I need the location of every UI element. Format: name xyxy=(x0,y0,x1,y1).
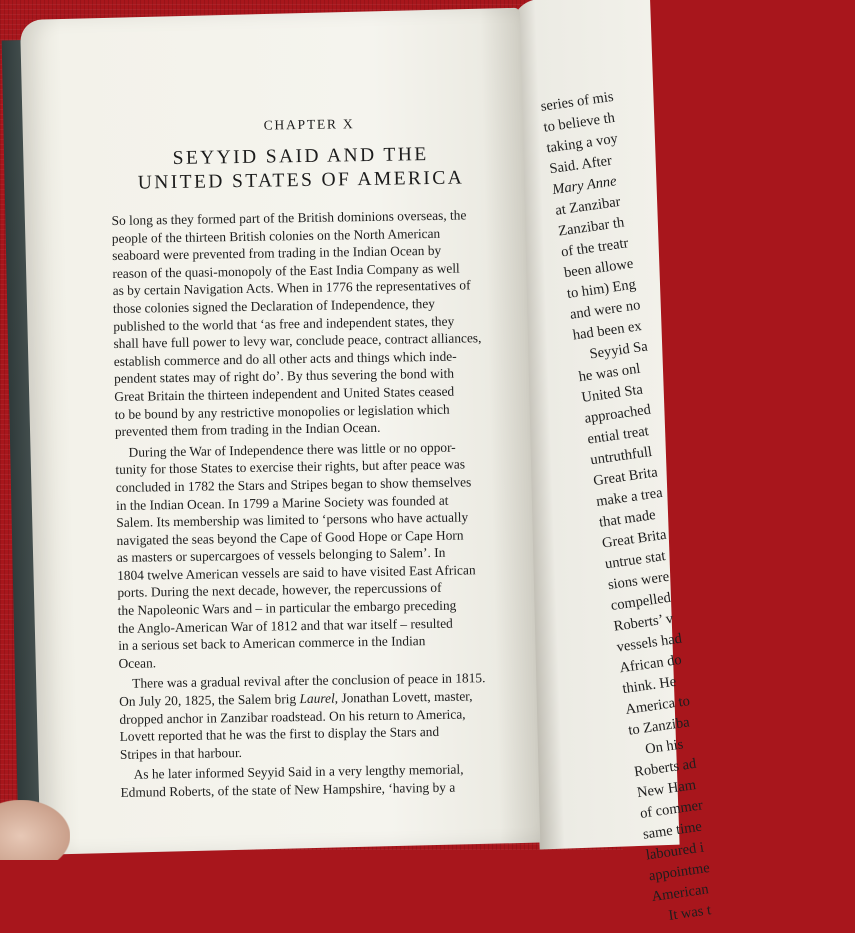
chapter-label: CHAPTER X xyxy=(263,116,355,133)
right-page-line: to Zanziba xyxy=(627,714,691,739)
text-line: There was a gradual revival after the conclusion of peace in 1815. xyxy=(118,670,486,692)
right-page-line: untrue stat xyxy=(603,548,667,573)
right-page-line: It was t xyxy=(667,902,713,924)
text-line: establish commerce and do all other acts and things which inde- xyxy=(113,348,457,369)
chapter-body xyxy=(111,206,510,802)
right-page-line: Zanzibar th xyxy=(557,214,626,240)
right-page-line: Great Brita xyxy=(601,526,668,552)
text-line: So long as they formed part of the British dominions overseas, the xyxy=(111,207,467,228)
right-page-line: America to xyxy=(624,693,691,718)
paragraph xyxy=(120,760,511,801)
right-page-line: sions were xyxy=(606,568,671,594)
chapter-title-line-1: SEYYID SAID AND THE xyxy=(172,144,429,170)
text-line: Great Britain the thirteen independent and United States ceased xyxy=(114,383,455,404)
right-page-line: of the treatr xyxy=(560,235,630,261)
right-page-line: been allowe xyxy=(563,255,635,282)
right-page-line: American xyxy=(650,881,710,906)
paragraph xyxy=(119,669,510,763)
right-page-line: of commer xyxy=(639,797,704,822)
text-line: those colonies signed the Declaration of Independence, they xyxy=(112,295,436,316)
text-line: navigated the seas beyond the Cape of Good Hope or Cape Horn xyxy=(116,527,464,548)
text-line: Lovett reported that he was the first to display the Stars and xyxy=(119,724,440,745)
text-line: in a serious set back to American commerce in the Indian xyxy=(118,633,426,654)
left-page-text-block xyxy=(110,114,511,802)
paragraph xyxy=(115,438,509,673)
text-line: as masters or supercargoes of vessels belonging to Salem’. In xyxy=(116,545,446,566)
right-page-line: that made xyxy=(598,507,657,531)
text-line: the Napoleonic Wars and – in particular the embargo preceding xyxy=(117,597,457,619)
right-page-line: think. He xyxy=(621,673,678,698)
thumb xyxy=(0,800,70,860)
right-page-line: to believe th xyxy=(542,109,616,136)
text-line: Stripes in that harbour. xyxy=(119,744,243,762)
right-page-line: Great Brita xyxy=(592,464,659,490)
text-line: people of the thirteen British colonies on the North American xyxy=(111,225,441,246)
right-page-line: Seyyid Sa xyxy=(588,338,649,363)
text-line: published to the world that ‘as free and independent states, they xyxy=(113,313,455,334)
text-line: As he later informed Seyyid Said in a very lengthy memorial, xyxy=(120,761,464,783)
right-page-line: Said. After xyxy=(548,152,613,178)
chapter-title-line-2: UNITED STATES OF AMERICA xyxy=(137,167,465,194)
text-line: tunity for those States to exercise their rights, but after peace was xyxy=(115,456,466,478)
right-page-line: compelled xyxy=(609,589,672,614)
text-line: Ocean. xyxy=(118,655,157,671)
right-page-line: same time xyxy=(641,818,703,843)
text-line: Edmund Roberts, of the state of New Hampshire, ‘having by a xyxy=(120,779,456,800)
right-page-line: appointme xyxy=(647,859,711,885)
text-line: Salem. Its membership was limited to ‘persons who have actually xyxy=(116,509,469,531)
right-page-line: untruthfull xyxy=(589,443,654,469)
paragraph xyxy=(111,206,505,441)
right-page-line: Roberts’ v xyxy=(612,610,675,635)
right-page-line: African do xyxy=(618,651,683,677)
text-line: 1804 twelve American vessels are said to have visited East African xyxy=(117,562,476,583)
right-page-line: at Zanzibar xyxy=(554,193,622,219)
text-line: reason of the quasi-monopoly of the East India Company as well xyxy=(112,260,460,281)
text-line: in the Indian Ocean. In 1799 a Marine Society was founded at xyxy=(115,492,449,513)
right-page-line: On his xyxy=(644,736,685,758)
right-page-line: New Ham xyxy=(636,777,697,802)
right-page-line: he was onl xyxy=(577,360,642,386)
text-line: seaboard were prevented from trading in the Indian Ocean by xyxy=(112,243,442,264)
right-page-line: laboured i xyxy=(644,839,705,864)
text-line: During the War of Independence there was little or no oppor- xyxy=(115,439,456,460)
text-line: dropped anchor in Zanzibar roadstead. On his return to America, xyxy=(119,706,466,727)
text-line: pendent states may of right do’. By thus severing the bond with xyxy=(113,365,455,387)
text-line: concluded in 1782 the Stars and Stripes began to show themselves xyxy=(115,474,472,495)
right-page-line: ential treat xyxy=(586,423,650,448)
right-page-line: taking a voy xyxy=(545,130,619,157)
right-page-line: had been ex xyxy=(571,318,643,344)
right-page-line: United Sta xyxy=(580,381,644,406)
right-page-text xyxy=(539,69,854,929)
text-line: as by certain Navigation Acts. When in 1776 the representatives of xyxy=(112,277,471,299)
chapter-title xyxy=(130,142,471,195)
right-page-line: vessels had xyxy=(615,630,683,656)
right-page-line: make a trea xyxy=(595,484,664,510)
text-line: ports. During the next decade, however, the repercussions of xyxy=(117,580,442,601)
right-page-line: approached xyxy=(583,401,652,427)
right-page-line: series of mis xyxy=(539,88,615,115)
text-line: to be bound by any restrictive monopolies or legislation which xyxy=(114,401,450,422)
right-page-line: Mary Anne xyxy=(551,173,618,199)
text-line: the Anglo-American War of 1812 and that war itself – resulted xyxy=(117,615,453,636)
right-page-line: Roberts ad xyxy=(633,755,698,781)
text-line: prevented them from trading in the Indian Ocean. xyxy=(114,419,381,440)
right-page-line: and were no xyxy=(568,297,642,323)
right-page-line: to him) Eng xyxy=(565,276,637,303)
text-line: shall have full power to levy war, conclude peace, contract alliances, xyxy=(113,330,482,352)
text-line: On July 20, 1825, the Salem brig Laurel, Jonathan Lovett, master, xyxy=(119,688,473,709)
